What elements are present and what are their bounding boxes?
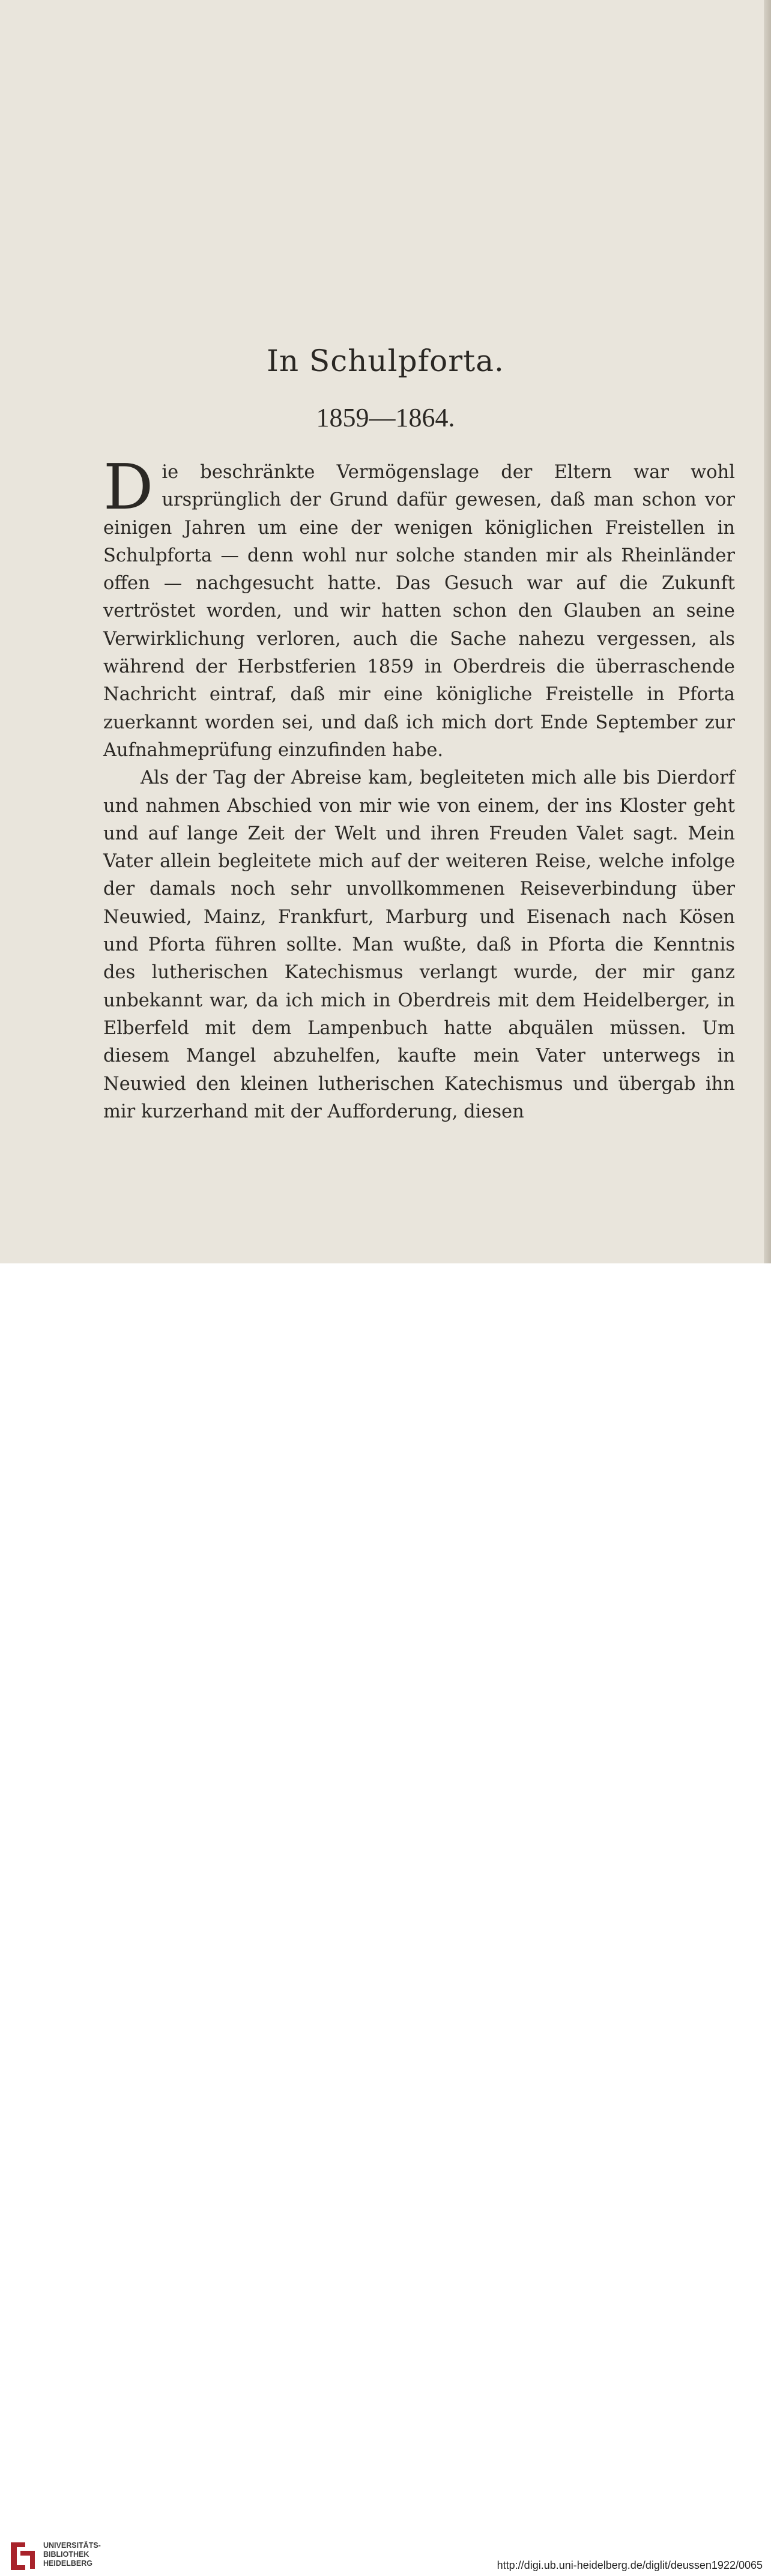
library-logo[interactable] [7,2534,103,2576]
paragraph-1-text: ie beschränkte Vermögenslage der Eltern war wohl ursprünglich der Grund dafür gewesen, daß man schon vor einigen Jahren um eine der wenigen königlichen Freistellen in Schulpforta — denn wohl nur solche standen mir als Rheinländer offen — nachgesucht hatte. Das Gesuch war auf die Zukunft vertröstet worden, und wir hatten schon den Glauben an seine Verwirklichung verloren, auch die Sache nahezu vergessen, als während der Herbstferien 1859 in Oberdreis die überraschende Nachricht eintraf, daß mir eine königliche Freistelle in Pforta zuerkannt worden sei, und daß ich mich dort Ende September zur Aufnahmeprüfung einzufinden habe. [103,462,735,761]
source-url-link[interactable]: http://digi.ub.uni-heidelberg.de/diglit/deussen1922/0065 [497,2559,763,2571]
chapter-title: In Schulpforta. [267,343,504,378]
library-logo-text: UNIVERSITÄTS- BIBLIOTHEK HEIDELBERG [43,2541,101,2568]
paragraph-2: Als der Tag der Abreise kam, begleiteten mich alle bis Dierdorf und nahmen Abschied von mir wie von einem, der ins Kloster geht und auf lange Zeit der Welt und ihren Freuden Valet sagt. Mein Vater allein begleitete mich auf der weiteren Reise, welche infolge der damals noch sehr unvollkommenen Reiseverbindung über Neuwied, Mainz, Frankfurt, Marburg und Eisenach nach Kösen und Pforta führen sollte. Man wußte, daß in Pforta die Kenntnis des lutherischen Katechismus verlangt wurde, der mir ganz unbekannt war, da ich mich in Oberdreis mit dem Heidelberger, in Elberfeld mit dem Lampenbuch hatte abquälen müssen. Um diesem Mangel abzuhelfen, kaufte mein Vater unterwegs in Neuwied den kleinen lutherischen Katechismus und übergab ihn mir kurzerhand mit der Aufforderung, diesen [103,767,735,1122]
paragraph-1 [103,450,735,764]
body-text [103,450,735,1126]
library-logo-icon [7,2539,38,2572]
page-edge [764,0,771,1263]
chapter-years: 1859—1864. [316,403,455,432]
drop-cap: D [103,450,154,524]
viewer-footer [0,1263,771,2571]
